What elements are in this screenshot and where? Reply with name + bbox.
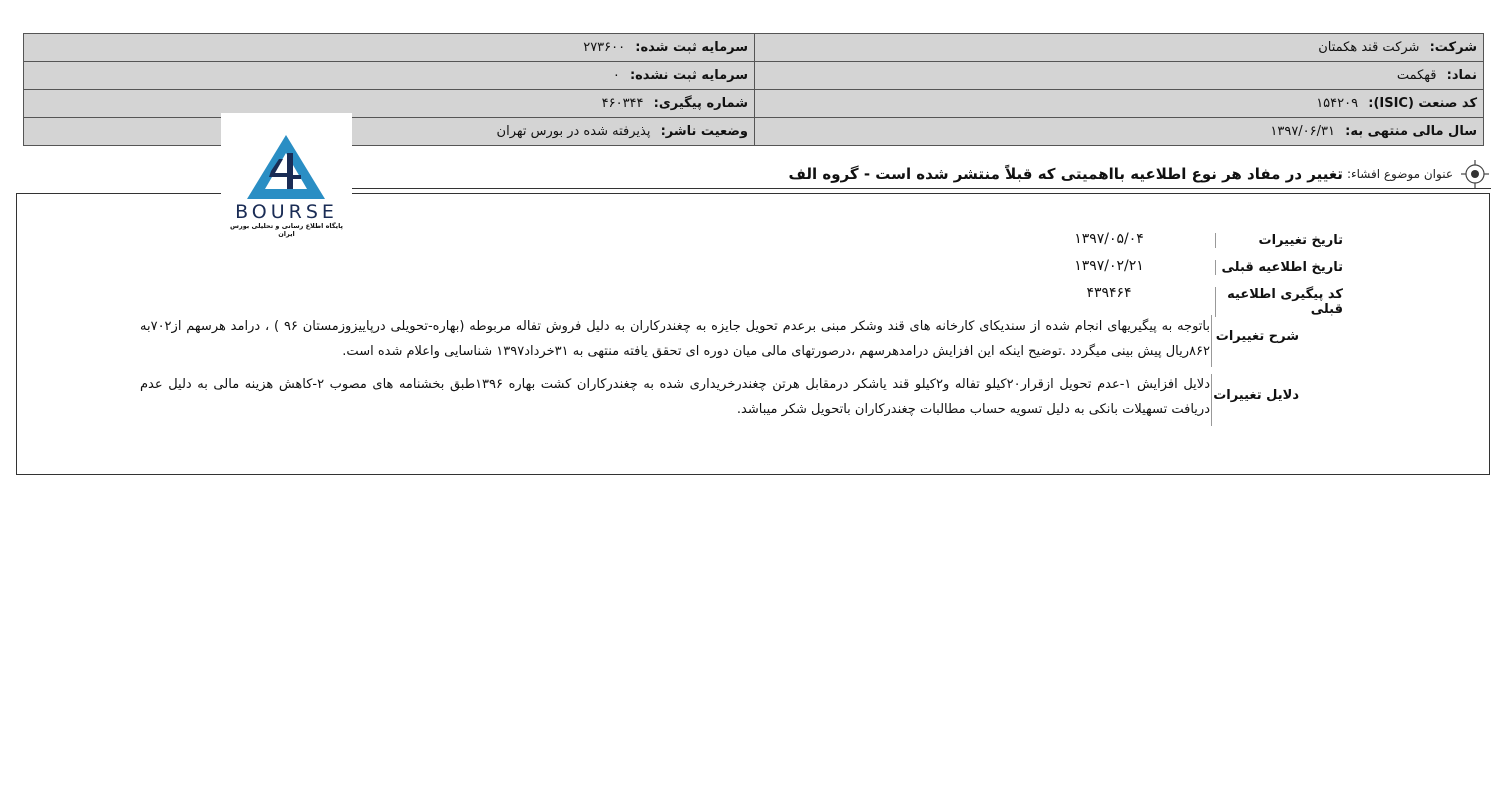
unregistered-capital-label: سرمایه ثبت نشده: (629, 68, 748, 83)
bourse-logo-icon (221, 113, 352, 203)
prev-notice-date-value: ۱۳۹۷/۰۲/۲۱ (1074, 258, 1144, 274)
tracking-cell (24, 90, 755, 118)
info-row (24, 34, 1484, 62)
description-divider (1211, 315, 1212, 367)
description-label: شرح تغییرات (1215, 329, 1299, 344)
reasons-divider (1211, 374, 1212, 426)
symbol-cell (755, 62, 1484, 90)
registered-capital-value: ۲۷۳۶۰۰ (583, 40, 626, 55)
fiscal-year-cell (755, 118, 1484, 146)
subject-title: تغییر در مفاد هر نوع اطلاعیه بااهمیتی که قبلاً منتشر شده است - گروه الف (788, 165, 1343, 183)
prev-tracking-label: کد پیگیری اطلاعیه قبلی (1215, 287, 1343, 317)
isic-label: کد صنعت (ISIC): (1368, 96, 1477, 111)
symbol-value: قهکمت (1396, 68, 1437, 83)
subject-row (789, 160, 1489, 188)
target-icon (1461, 160, 1489, 188)
fiscal-year-value: ۱۳۹۷/۰۶/۳۱ (1270, 124, 1335, 139)
isic-cell (755, 90, 1484, 118)
change-date-value: ۱۳۹۷/۰۵/۰۴ (1074, 231, 1144, 247)
change-date-label: تاریخ تغییرات (1215, 233, 1343, 248)
prev-notice-date-label: تاریخ اطلاعیه قبلی (1215, 260, 1343, 275)
registered-capital-cell (24, 34, 755, 62)
unregistered-capital-value: ۰ (612, 68, 620, 83)
unregistered-capital-cell (24, 62, 755, 90)
isic-value: ۱۵۴۲۰۹ (1316, 96, 1359, 111)
company-value: شرکت قند هکمتان (1318, 40, 1420, 55)
symbol-label: نماد: (1446, 68, 1477, 83)
subject-label: عنوان موضوع افشاء: (1346, 167, 1453, 181)
registered-capital-label: سرمایه ثبت شده: (635, 40, 748, 55)
description-value: باتوجه به پیگیریهای انجام شده از سندیکای کارخانه های قند وشکر مبنی برعدم تحویل جایزه به چغندرکاران به دلیل فروش تفاله مربوطه (بهاره-تحویلی درپاییزوزمستان ۹۶ ) ، درامد هرسهم از۷۰۲به ۸۶۲ریال پیش بینی میگردد .توضیح اینکه این افزایش درامدهرسهم ،درصورتهای مالی میان دوره ای تحقق یافته منتهی به ۳۱خرداد۱۳۹۷ شناسایی واعلام شده است. (140, 319, 1210, 359)
reasons-label: دلایل تغییرات (1213, 388, 1299, 403)
info-row (24, 62, 1484, 90)
publisher-status-label: وضعیت ناشر: (660, 124, 748, 139)
tracking-label: شماره پیگیری: (653, 96, 748, 111)
company-label: شرکت: (1429, 40, 1477, 55)
company-cell (755, 34, 1484, 62)
fiscal-year-label: سال مالی منتهی به: (1345, 124, 1477, 139)
publisher-status-value: پذیرفته شده در بورس تهران (496, 124, 651, 139)
bourse-logo-wordmark: BOURSE (235, 201, 338, 223)
prev-tracking-value: ۴۳۹۴۶۴ (1086, 285, 1132, 301)
reasons-value: دلایل افزایش ۱-عدم تحویل ازقرار۲۰کیلو تفاله و۲کیلو قند یاشکر درمقابل هرتن چغندرخریداری شده به چغندرکاران کشت بهاره ۱۳۹۶طبق بخشنامه های مصوب ۲-کاهش هزینه مالی به دلیل عدم دریافت تسهیلات بانکی به دلیل تسویه حساب مطالبات چغندرکاران باتحویل شکر میباشد. (140, 377, 1210, 417)
tracking-value: ۴۶۰۳۴۴ (601, 96, 644, 111)
bourse-logo (221, 113, 352, 237)
bourse-logo-tagline: پایگاه اطلاع رسانی و تحلیلی بورس ایران (230, 222, 343, 238)
publisher-status-cell (24, 118, 755, 146)
subject-divider (352, 188, 1491, 189)
